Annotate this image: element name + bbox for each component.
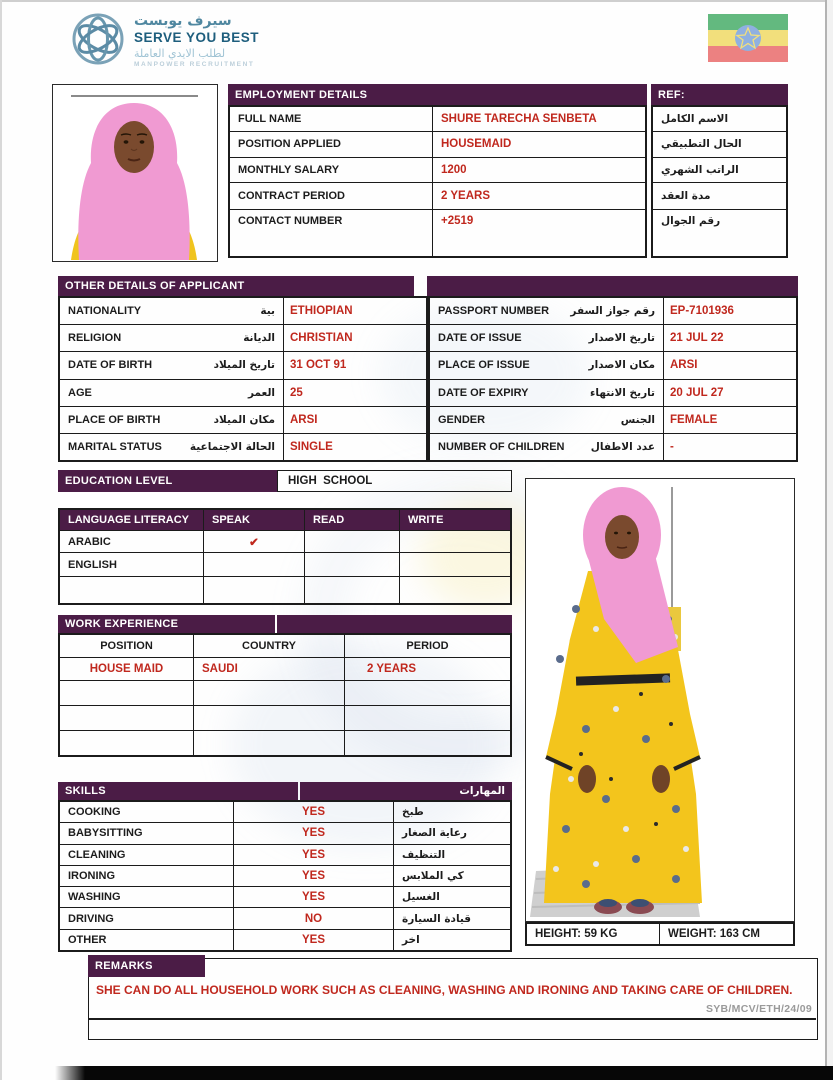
column-header: COUNTRY <box>194 635 345 657</box>
language-literacy-table <box>58 508 512 605</box>
field-label: RELIGION <box>68 332 122 345</box>
education-level-value: HIGH SCHOOL <box>277 470 512 492</box>
table-row <box>60 298 426 325</box>
skill-name: COOKING <box>60 802 234 822</box>
skills-table <box>58 800 512 952</box>
column-header: WRITE <box>400 510 510 530</box>
other-details-header-spacer <box>427 276 798 296</box>
table-row <box>60 407 426 434</box>
table-header-row <box>60 635 510 658</box>
field-value: SHURE TARECHA SENBETA <box>441 113 597 126</box>
field-label-arabic: مكان الميلاد <box>213 413 275 426</box>
table-row <box>653 107 786 132</box>
read-cell <box>305 577 400 603</box>
field-label: FULL NAME <box>230 107 433 131</box>
field-label-pair <box>60 298 284 324</box>
remarks-title: REMARKS <box>95 960 153 972</box>
table-row <box>60 845 510 866</box>
skill-name-arabic: قيادة السيارة <box>402 912 472 925</box>
field-label-pair <box>60 325 284 351</box>
skill-name-arabic: رعاية الصغار <box>402 827 467 840</box>
other-details-section-title: OTHER DETAILS OF APPLICANT <box>65 280 245 292</box>
field-label-pair <box>430 380 664 406</box>
field-value: - <box>670 440 674 453</box>
work-experience-title: WORK EXPERIENCE <box>65 618 179 630</box>
field-label-pair <box>430 298 664 324</box>
scan-edge <box>0 0 833 2</box>
applicant-full-body-photo <box>525 478 795 922</box>
agency-logo <box>70 8 370 74</box>
skills-title-arabic: المهارات <box>459 785 505 797</box>
field-label-arabic: الجنس <box>620 413 655 426</box>
field-label-arabic: الحالة الاجتماعية <box>189 440 275 453</box>
speak-checkmark: ✔ <box>204 531 305 552</box>
field-value: 21 JUL 22 <box>670 332 724 345</box>
position-cell <box>60 731 194 755</box>
remarks-header <box>88 955 205 977</box>
table-row <box>60 802 510 823</box>
agency-tagline: MANPOWER RECRUITMENT <box>134 61 255 68</box>
table-row <box>653 158 786 183</box>
table-row <box>230 158 645 183</box>
column-header: READ <box>305 510 400 530</box>
employment-section-header <box>228 84 647 105</box>
remarks-divider <box>89 1018 816 1020</box>
field-label-arabic: الراتب الشهري <box>661 163 739 176</box>
field-value: ARSI <box>670 359 698 372</box>
field-label: POSITION APPLIED <box>230 132 433 156</box>
field-label-pair <box>60 380 284 406</box>
table-row <box>60 866 510 887</box>
table-row <box>60 380 426 407</box>
scan-edge <box>0 0 2 1080</box>
skill-name-arabic: طبخ <box>402 806 424 819</box>
table-row <box>60 325 426 352</box>
field-value: 1200 <box>441 163 467 176</box>
table-row <box>653 210 786 256</box>
write-cell <box>400 553 510 576</box>
agency-logo-knot-icon <box>70 11 126 72</box>
country-cell: SAUDI <box>194 658 345 680</box>
ref-label: REF: <box>658 88 685 101</box>
period-cell <box>345 706 510 730</box>
period-cell <box>345 731 510 755</box>
employment-section-title: EMPLOYMENT DETAILS <box>235 88 368 101</box>
field-label-arabic: مكان الاصدار <box>588 359 655 372</box>
field-label-arabic: الحال التطبيقي <box>661 138 742 151</box>
skill-name-arabic: كي الملابس <box>402 869 464 882</box>
table-row <box>60 706 510 731</box>
field-label: DATE OF ISSUE <box>438 332 522 345</box>
employment-table <box>228 105 647 258</box>
skill-name-arabic: اخر <box>402 933 420 946</box>
field-label: GENDER <box>438 413 486 426</box>
table-row <box>60 823 510 844</box>
speak-cell <box>204 577 305 603</box>
table-row <box>230 210 645 256</box>
other-details-left-table <box>58 296 428 462</box>
field-value: FEMALE <box>670 413 718 426</box>
field-label-pair <box>430 407 664 433</box>
position-cell: HOUSE MAID <box>60 658 194 680</box>
field-label: PLACE OF ISSUE <box>438 359 530 372</box>
scan-edge <box>55 1066 833 1080</box>
agency-tagline-arabic: لطلب الايدي العاملة <box>134 47 226 61</box>
field-label-arabic: تاريخ الميلاد <box>213 359 275 372</box>
ethiopia-flag <box>708 14 788 62</box>
table-row <box>60 731 510 755</box>
skill-value: YES <box>234 823 394 843</box>
skill-name: BABYSITTING <box>60 823 234 843</box>
language-name <box>60 577 204 603</box>
position-cell <box>60 706 194 730</box>
table-row <box>430 298 796 325</box>
field-label-arabic: مدة العقد <box>661 190 711 203</box>
country-cell <box>194 731 345 755</box>
skill-value: YES <box>234 845 394 865</box>
education-level-label: EDUCATION LEVEL <box>65 475 173 487</box>
table-row <box>60 681 510 705</box>
field-label-pair <box>60 434 284 460</box>
field-label-pair <box>60 407 284 433</box>
table-row <box>430 352 796 379</box>
table-row <box>527 924 793 944</box>
agency-name: SERVE YOU BEST <box>134 30 260 46</box>
agency-name-arabic: سيرف يوبست <box>134 12 232 29</box>
field-value: EP-7101936 <box>670 305 734 318</box>
other-details-section-header <box>58 276 414 296</box>
field-label-pair <box>430 434 664 460</box>
table-row <box>60 658 510 681</box>
table-row <box>653 183 786 210</box>
field-label: MONTHLY SALARY <box>230 158 433 182</box>
field-label-pair <box>430 325 664 351</box>
scan-edge <box>827 0 833 1068</box>
skills-header-arabic <box>300 782 512 800</box>
field-label-arabic: بية <box>260 305 275 318</box>
skills-header <box>58 782 298 800</box>
skill-name-arabic: التنظيف <box>402 848 446 861</box>
language-name: ENGLISH <box>60 553 204 576</box>
remarks-text: SHE CAN DO ALL HOUSEHOLD WORK SUCH AS CLEANING, WASHING AND IRONING AND TAKING CARE OF CHILDREN. <box>96 983 793 997</box>
field-value: HOUSEMAID <box>441 138 512 151</box>
field-label-arabic: عدد الاطفال <box>590 440 655 453</box>
skill-value: NO <box>234 908 394 928</box>
field-value: CHRISTIAN <box>290 332 353 345</box>
education-level-header <box>58 470 277 492</box>
ref-header <box>651 84 788 105</box>
field-label-pair <box>60 352 284 378</box>
table-row <box>60 908 510 929</box>
skill-value: YES <box>234 866 394 886</box>
language-name: ARABIC <box>60 531 204 552</box>
field-label-arabic: الاسم الكامل <box>661 113 729 126</box>
write-cell <box>400 531 510 552</box>
field-value: 20 JUL 27 <box>670 386 724 399</box>
field-label: PASSPORT NUMBER <box>438 305 550 318</box>
table-row <box>230 183 645 210</box>
period-cell: 2 YEARS <box>367 663 417 676</box>
skill-value: YES <box>234 930 394 950</box>
skill-name: DRIVING <box>60 908 234 928</box>
table-row <box>60 577 510 603</box>
table-row <box>430 380 796 407</box>
table-header-row <box>60 510 510 531</box>
scan-edge <box>825 0 827 1068</box>
field-value: ETHIOPIAN <box>290 305 353 318</box>
field-value: 31 OCT 91 <box>290 359 347 372</box>
field-label: MARITAL STATUS <box>68 440 162 453</box>
position-cell <box>60 681 194 704</box>
field-label-pair <box>430 352 664 378</box>
skill-value: YES <box>234 887 394 907</box>
read-cell <box>305 553 400 576</box>
country-cell <box>194 681 345 704</box>
work-experience-table <box>58 633 512 757</box>
document-code: SYB/MCV/ETH/24/09 <box>705 1003 812 1015</box>
agency-logo-text <box>134 13 259 69</box>
table-row <box>60 887 510 908</box>
weight-value: WEIGHT: 163 CM <box>668 928 761 940</box>
field-value: 25 <box>290 386 303 399</box>
field-label-arabic: رقم جواز السفر <box>570 305 655 318</box>
field-label: DATE OF EXPIRY <box>438 386 529 399</box>
table-row <box>230 107 645 132</box>
measurements-table <box>525 922 795 946</box>
table-row <box>60 930 510 950</box>
column-header: LANGUAGE LITERACY <box>60 510 204 530</box>
work-experience-header <box>58 615 275 633</box>
skills-title: SKILLS <box>65 785 106 797</box>
table-row <box>653 132 786 157</box>
field-label-arabic: رقم الجوال <box>661 215 721 228</box>
column-header: SPEAK <box>204 510 305 530</box>
field-label: CONTRACT PERIOD <box>230 183 433 209</box>
table-row <box>430 407 796 434</box>
field-label-arabic: الديانة <box>243 332 275 345</box>
skill-name: IRONING <box>60 866 234 886</box>
field-label: AGE <box>68 386 92 399</box>
period-cell <box>345 681 510 704</box>
skill-name-arabic: الغسيل <box>402 891 440 904</box>
skill-name: CLEANING <box>60 845 234 865</box>
table-row <box>60 352 426 379</box>
field-label: PLACE OF BIRTH <box>68 413 161 426</box>
skill-value: YES <box>234 802 394 822</box>
column-header: POSITION <box>60 635 194 657</box>
speak-cell <box>204 553 305 576</box>
table-row <box>60 553 510 577</box>
table-row <box>430 434 796 460</box>
read-cell <box>305 531 400 552</box>
field-label-arabic: تاريخ الاصدار <box>588 332 655 345</box>
field-value: SINGLE <box>290 440 333 453</box>
field-value: 2 YEARS <box>441 190 491 203</box>
skill-name: WASHING <box>60 887 234 907</box>
skill-name: OTHER <box>60 930 234 950</box>
country-cell <box>194 706 345 730</box>
work-experience-header-spacer <box>277 615 512 633</box>
field-label: CONTACT NUMBER <box>230 210 433 256</box>
field-value: ARSI <box>290 413 318 426</box>
table-row <box>230 132 645 157</box>
field-label-arabic: العمر <box>247 386 275 399</box>
field-label: NATIONALITY <box>68 305 142 318</box>
other-details-right-table <box>428 296 798 462</box>
table-row <box>430 325 796 352</box>
table-row <box>60 531 510 553</box>
column-header: PERIOD <box>406 640 449 653</box>
write-cell <box>400 577 510 603</box>
field-label-arabic: تاريخ الانتهاء <box>590 386 655 399</box>
field-value: +2519 <box>441 215 474 228</box>
table-row <box>60 434 426 460</box>
employment-arabic-labels-table <box>651 105 788 258</box>
field-label: NUMBER OF CHILDREN <box>438 440 565 453</box>
field-label: DATE OF BIRTH <box>68 359 153 372</box>
applicant-portrait-photo <box>52 84 218 262</box>
height-value: HEIGHT: 59 KG <box>527 924 660 944</box>
